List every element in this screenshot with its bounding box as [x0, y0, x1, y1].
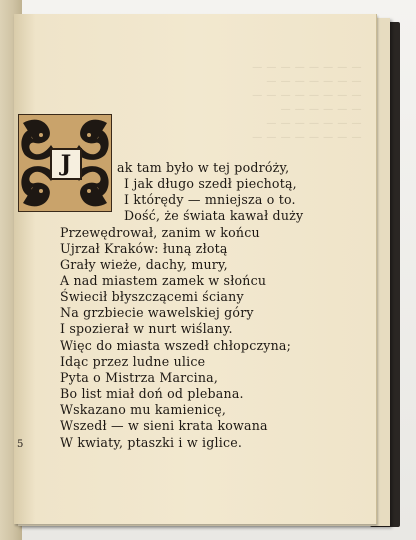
poem-line: Ujrzał Kraków: łuną złotą — [60, 241, 228, 256]
poem-line: I spozierał w nurt wiślany. — [60, 321, 233, 336]
poem-line: I którędy — mniejsza o to. — [124, 192, 296, 207]
decorated-initial — [18, 114, 112, 212]
show-through-text: — — — — — — — — — [252, 132, 362, 143]
poem-line: Więc do miasta wszedł chłopczyna; — [60, 338, 292, 353]
poem-line: ak tam było w tej podróży, — [117, 160, 290, 175]
show-through-text: — — — — — — — [280, 104, 362, 115]
poem-line: Pyta o Mistrza Marcina, — [60, 370, 219, 385]
poem-line: Dość, że świata kawał duży — [124, 208, 304, 223]
poem-line: Idąc przez ludne ulice — [60, 354, 206, 369]
poem-line: Na grzbiecie wawelskiej góry — [60, 305, 254, 320]
show-through-text: — — — — — — — — [266, 118, 362, 129]
initial-letter: J — [50, 148, 82, 180]
poem-line: Wszedł — w sieni krata kowana — [60, 418, 268, 433]
poem-line: A nad miastem zamek w słońcu — [60, 273, 267, 288]
show-through-text: — — — — — — — — [266, 76, 362, 87]
poem-line: Bo list miał doń od plebana. — [60, 386, 244, 401]
poem-line: Przewędrował, zanim w końcu — [60, 225, 260, 240]
poem-line: W kwiaty, ptaszki i w iglice. — [60, 435, 243, 450]
poem-line: Grały wieże, dachy, mury, — [60, 257, 228, 272]
poem-line: Świecił błyszczącemi ściany — [60, 289, 244, 304]
page-number: 5 — [17, 439, 24, 450]
poem-line: Wskazano mu kamienicę, — [60, 402, 227, 417]
show-through-text: — — — — — — — — — [252, 90, 362, 101]
poem-line: I jak długo szedł piechotą, — [124, 176, 297, 191]
show-through-text: — — — — — — — — — [252, 62, 362, 73]
